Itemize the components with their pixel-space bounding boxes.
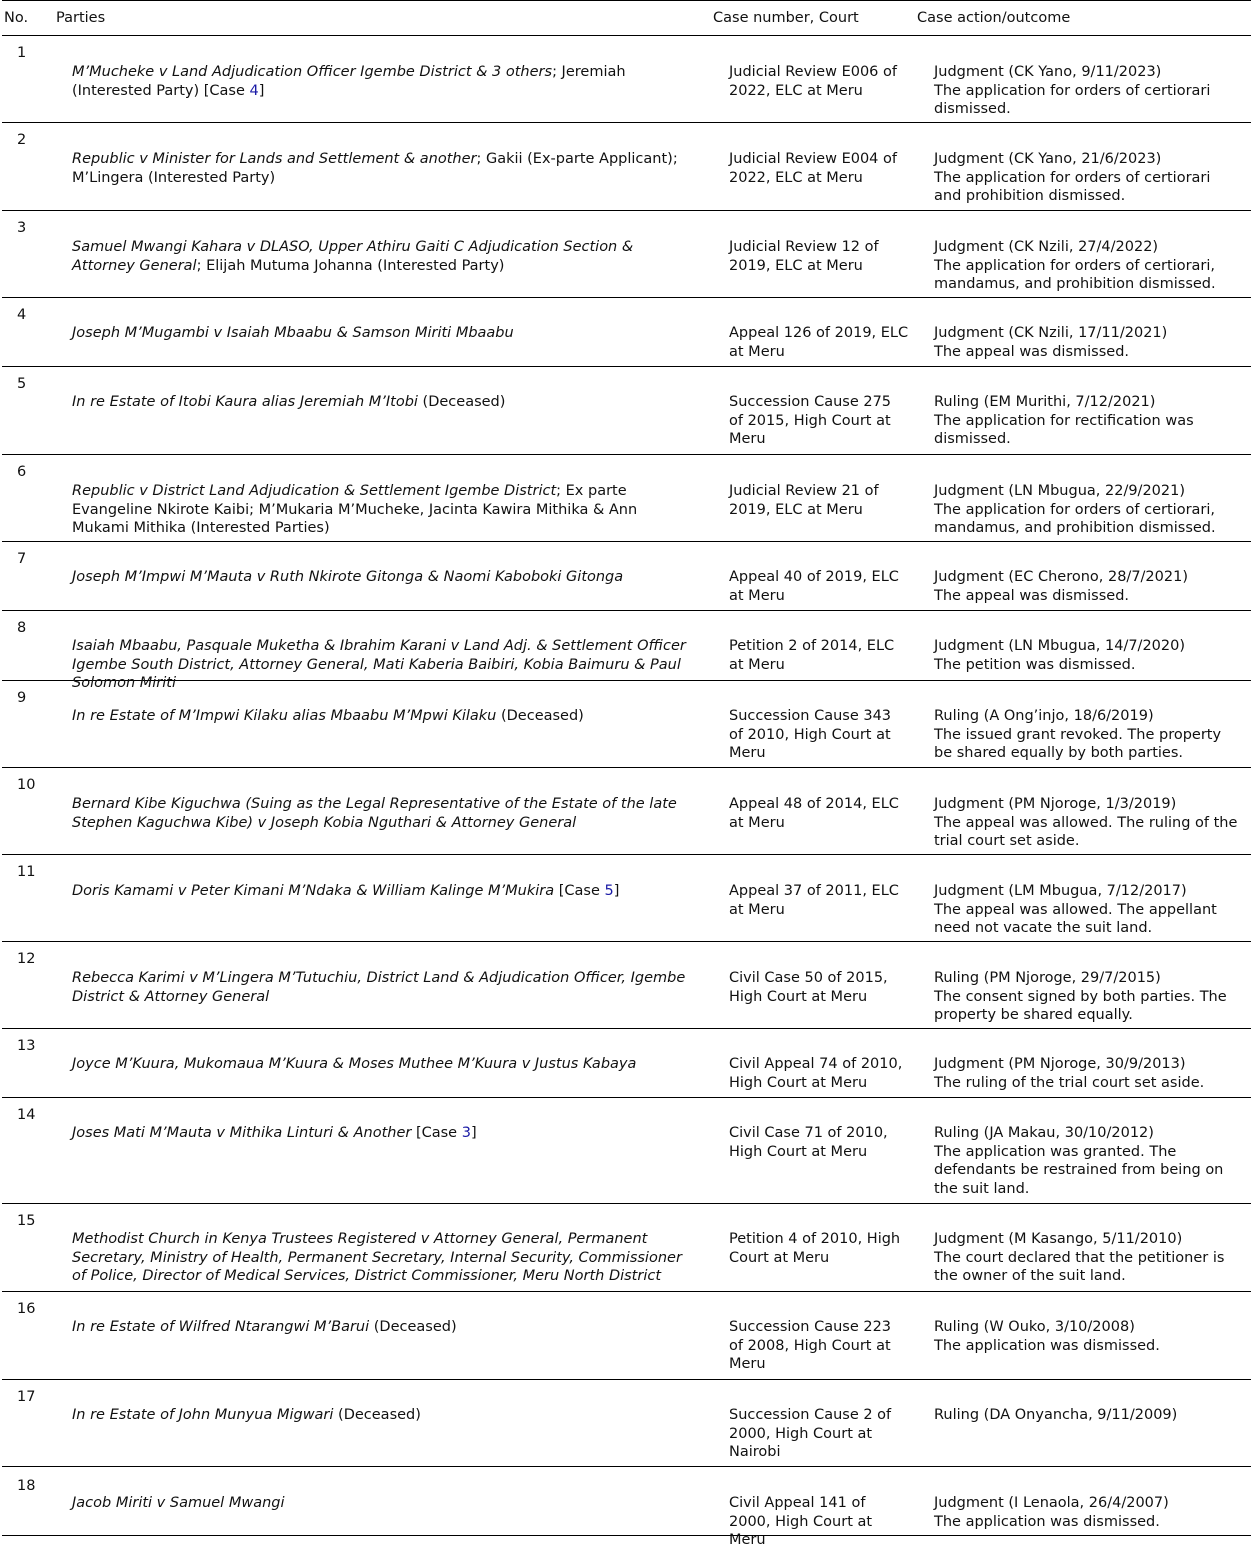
row-parties bbox=[72, 238, 694, 275]
row-result: The application for orders of certiorari, mandamus, and prohibition dismissed. bbox=[934, 257, 1216, 292]
row-result: The application was dismissed. bbox=[934, 1513, 1160, 1530]
header-no: No. bbox=[4, 10, 29, 26]
row-outcome bbox=[934, 1494, 1239, 1531]
row-result: The application for rectification was dismissed. bbox=[934, 412, 1194, 447]
row-result: The consent signed by both parties. The property be shared equally. bbox=[934, 988, 1227, 1023]
row-judgment: Ruling (PM Njoroge, 29/7/2015) bbox=[934, 970, 1161, 986]
row-case: Succession Cause 343 of 2010, High Court at Meru bbox=[729, 708, 892, 761]
table-row bbox=[2, 123, 1251, 211]
row-judgment: Judgment (EC Cherono, 28/7/2021) bbox=[934, 569, 1188, 585]
row-judgment: Judgment (M Kasango, 5/11/2010) bbox=[934, 1231, 1183, 1247]
row-judgment: Judgment (CK Nzili, 17/11/2021) bbox=[934, 325, 1168, 341]
row-outcome bbox=[934, 882, 1239, 938]
row-parties bbox=[72, 1230, 694, 1286]
parties-italic: Joseph M’Mugambi v Isaiah Mbaabu & Samson Miriti Mbaabu bbox=[72, 325, 514, 341]
row-case: Petition 2 of 2014, ELC at Meru bbox=[729, 638, 895, 673]
table-row bbox=[2, 455, 1251, 542]
row-case: Judicial Review 12 of 2019, ELC at Meru bbox=[729, 239, 879, 274]
row-judgment: Ruling (DA Onyancha, 9/11/2009) bbox=[934, 1407, 1178, 1423]
table-row bbox=[2, 768, 1251, 855]
row-number: 9 bbox=[17, 690, 27, 706]
case-reference-link[interactable]: 3 bbox=[461, 1125, 471, 1141]
row-outcome bbox=[934, 1318, 1239, 1355]
table-row bbox=[2, 1380, 1251, 1467]
row-judgment: Judgment (LN Mbugua, 22/9/2021) bbox=[934, 483, 1186, 499]
row-outcome bbox=[934, 238, 1239, 294]
table-row bbox=[2, 367, 1251, 455]
row-result: The application for orders of certiorari dismissed. bbox=[934, 82, 1211, 117]
row-parties bbox=[72, 1055, 694, 1074]
row-number: 8 bbox=[17, 620, 27, 636]
row-case: Civil Appeal 74 of 2010, High Court at Meru bbox=[729, 1056, 903, 1091]
parties-rest: ; Ex parte Evangeline Nkirote Kaibi; M’Mukaria M’Mucheke, Jacinta Kawira Mithika & Ann Mukami Mithika (Interested Parties) bbox=[72, 483, 638, 536]
parties-italic: Joseph M’Impwi M’Mauta v Ruth Nkirote Gitonga & Naomi Kaboboki Gitonga bbox=[72, 569, 624, 585]
row-result: The application was dismissed. bbox=[934, 1337, 1160, 1354]
table-header bbox=[2, 1, 1251, 36]
row-parties bbox=[72, 482, 694, 538]
row-judgment: Ruling (A Ong’injo, 18/6/2019) bbox=[934, 708, 1154, 724]
header-case: Case number, Court bbox=[713, 10, 859, 26]
row-judgment: Judgment (LN Mbugua, 14/7/2020) bbox=[934, 638, 1186, 654]
row-outcome bbox=[934, 1230, 1239, 1286]
table-row bbox=[2, 1098, 1251, 1204]
row-outcome bbox=[934, 969, 1239, 1025]
row-judgment: Ruling (W Ouko, 3/10/2008) bbox=[934, 1319, 1135, 1335]
row-number: 11 bbox=[17, 864, 36, 880]
row-number: 10 bbox=[17, 777, 36, 793]
row-parties bbox=[72, 1124, 694, 1143]
row-number: 6 bbox=[17, 464, 27, 480]
row-number: 1 bbox=[17, 45, 27, 61]
parties-italic: In re Estate of Wilfred Ntarangwi M’Barui bbox=[72, 1319, 370, 1335]
row-parties bbox=[72, 1494, 694, 1513]
row-number: 18 bbox=[17, 1478, 36, 1494]
row-parties bbox=[72, 969, 694, 1006]
row-case: Succession Cause 275 of 2015, High Court at Meru bbox=[729, 394, 892, 447]
row-parties bbox=[72, 882, 694, 901]
case-reference-link[interactable]: 5 bbox=[604, 883, 614, 899]
row-result: The appeal was allowed. The ruling of the trial court set aside. bbox=[934, 814, 1238, 849]
parties-italic: Joses Mati M’Mauta v Mithika Linturi & Another bbox=[72, 1125, 412, 1141]
parties-rest: [Case bbox=[411, 1125, 462, 1141]
row-number: 7 bbox=[17, 551, 27, 567]
parties-italic: Isaiah Mbaabu, Pasquale Muketha & Ibrahim Karani v Land Adj. & Settlement Officer Igembe South District, Attorney General, Mati Kaberia Baibiri, Kobia Baimuru & Paul Solomon Miriti bbox=[72, 638, 686, 691]
row-result: The issued grant revoked. The property be shared equally by both parties. bbox=[934, 726, 1222, 761]
parties-italic: M’Mucheke v Land Adjudication Officer Igembe District & 3 others bbox=[72, 64, 553, 80]
row-case: Judicial Review E006 of 2022, ELC at Meru bbox=[729, 64, 897, 99]
row-outcome bbox=[934, 1124, 1239, 1198]
row-parties bbox=[72, 324, 694, 343]
row-result: The application for orders of certiorari, mandamus, and prohibition dismissed. bbox=[934, 501, 1216, 536]
row-number: 14 bbox=[17, 1107, 36, 1123]
table-row bbox=[2, 1467, 1251, 1548]
header-outcome: Case action/outcome bbox=[917, 10, 1071, 26]
row-outcome bbox=[934, 568, 1239, 605]
row-case: Appeal 126 of 2019, ELC at Meru bbox=[729, 325, 909, 360]
row-case: Judicial Review 21 of 2019, ELC at Meru bbox=[729, 483, 879, 518]
row-number: 15 bbox=[17, 1213, 36, 1229]
parties-italic: In re Estate of M’Impwi Kilaku alias Mbaabu M’Mpwi Kilaku bbox=[72, 708, 497, 724]
row-parties bbox=[72, 1318, 694, 1337]
parties-italic: In re Estate of Itobi Kaura alias Jeremiah M’Itobi bbox=[72, 394, 418, 410]
row-case: Succession Cause 223 of 2008, High Court at Meru bbox=[729, 1319, 892, 1372]
row-outcome bbox=[934, 150, 1239, 206]
row-result: The ruling of the trial court set aside. bbox=[934, 1074, 1205, 1091]
row-case: Appeal 37 of 2011, ELC at Meru bbox=[729, 883, 899, 918]
row-outcome bbox=[934, 707, 1239, 763]
parties-end: ] bbox=[613, 883, 620, 899]
parties-italic: Republic v Minister for Lands and Settlement & another bbox=[72, 151, 477, 167]
row-number: 2 bbox=[17, 132, 27, 148]
parties-rest: (Deceased) bbox=[417, 394, 506, 410]
header-parties: Parties bbox=[56, 10, 106, 26]
row-result: The appeal was dismissed. bbox=[934, 343, 1130, 360]
parties-end: ] bbox=[470, 1125, 477, 1141]
row-judgment: Ruling (JA Makau, 30/10/2012) bbox=[934, 1125, 1154, 1141]
row-number: 12 bbox=[17, 951, 36, 967]
table-row bbox=[2, 542, 1251, 611]
row-judgment: Judgment (PM Njoroge, 30/9/2013) bbox=[934, 1056, 1186, 1072]
row-case: Petition 4 of 2010, High Court at Meru bbox=[729, 1231, 901, 1266]
parties-rest: ; Jeremiah (Interested Party) [Case bbox=[72, 64, 626, 99]
row-case: Succession Cause 2 of 2000, High Court at Nairobi bbox=[729, 1407, 892, 1460]
row-result: The court declared that the petitioner is the owner of the suit land. bbox=[934, 1249, 1225, 1284]
row-judgment: Judgment (I Lenaola, 26/4/2007) bbox=[934, 1495, 1169, 1511]
row-case: Appeal 40 of 2019, ELC at Meru bbox=[729, 569, 899, 604]
parties-rest: [Case bbox=[554, 883, 605, 899]
row-outcome bbox=[934, 393, 1239, 449]
row-outcome bbox=[934, 1055, 1239, 1092]
row-outcome bbox=[934, 324, 1239, 361]
parties-italic: Bernard Kibe Kiguchwa (Suing as the Legal Representative of the Estate of the late Stephen Kaguchwa Kibe) v Joseph Kobia Nguthari & Attorney General bbox=[72, 796, 677, 831]
row-result: The application for orders of certiorari and prohibition dismissed. bbox=[934, 169, 1211, 204]
parties-italic: Jacob Miriti v Samuel Mwangi bbox=[72, 1495, 285, 1511]
row-judgment: Ruling (EM Murithi, 7/12/2021) bbox=[934, 394, 1156, 410]
row-case: Appeal 48 of 2014, ELC at Meru bbox=[729, 796, 899, 831]
row-parties bbox=[72, 1406, 694, 1425]
row-judgment: Judgment (LM Mbugua, 7/12/2017) bbox=[934, 883, 1187, 899]
row-number: 5 bbox=[17, 376, 27, 392]
table-row bbox=[2, 611, 1251, 691]
row-result: The application was granted. The defendants be restrained from being on the suit land. bbox=[934, 1143, 1224, 1197]
table-row bbox=[2, 211, 1251, 298]
row-result: The appeal was allowed. The appellant need not vacate the suit land. bbox=[934, 901, 1217, 936]
row-number: 16 bbox=[17, 1301, 36, 1317]
parties-rest: ; Elijah Mutuma Johanna (Interested Party) bbox=[196, 257, 505, 274]
row-case: Civil Case 71 of 2010, High Court at Meru bbox=[729, 1125, 888, 1160]
table-row bbox=[2, 681, 1251, 768]
row-outcome bbox=[934, 637, 1239, 674]
parties-italic: In re Estate of John Munyua Migwari bbox=[72, 1407, 334, 1423]
row-case: Civil Case 50 of 2015, High Court at Meru bbox=[729, 970, 888, 1005]
row-number: 13 bbox=[17, 1038, 36, 1054]
row-parties bbox=[72, 568, 694, 587]
parties-italic: Methodist Church in Kenya Trustees Registered v Attorney General, Permanent Secretary, Ministry of Health, Permanent Secretary, Internal Security, Commissioner of Police, Director of Medical Services, District Commissioner, Meru North District bbox=[72, 1231, 682, 1284]
row-outcome bbox=[934, 795, 1239, 851]
row-outcome bbox=[934, 63, 1239, 119]
table-row bbox=[2, 298, 1251, 367]
cases-table bbox=[2, 0, 1251, 1548]
parties-rest: (Deceased) bbox=[496, 708, 584, 724]
row-number: 4 bbox=[17, 307, 27, 323]
row-judgment: Judgment (CK Yano, 21/6/2023) bbox=[934, 151, 1162, 167]
table-row bbox=[2, 942, 1251, 1029]
row-judgment: Judgment (PM Njoroge, 1/3/2019) bbox=[934, 796, 1177, 812]
row-result: The appeal was dismissed. bbox=[934, 587, 1130, 604]
row-result: The petition was dismissed. bbox=[934, 656, 1136, 673]
row-outcome bbox=[934, 482, 1239, 538]
parties-rest: (Deceased) bbox=[333, 1407, 421, 1423]
table-row bbox=[2, 1204, 1251, 1292]
row-parties bbox=[72, 393, 694, 412]
row-judgment: Judgment (CK Nzili, 27/4/2022) bbox=[934, 239, 1159, 255]
parties-rest: (Deceased) bbox=[369, 1319, 457, 1335]
table-row bbox=[2, 1029, 1251, 1098]
parties-italic: Samuel Mwangi Kahara v DLASO, Upper Athiru Gaiti C Adjudication Section & Attorney General bbox=[72, 239, 634, 274]
table-row bbox=[2, 36, 1251, 123]
row-parties bbox=[72, 150, 694, 187]
row-number: 17 bbox=[17, 1389, 36, 1405]
parties-italic: Republic v District Land Adjudication & Settlement Igembe District bbox=[72, 483, 557, 499]
row-outcome bbox=[934, 1406, 1239, 1425]
table-row bbox=[2, 1292, 1251, 1380]
parties-italic: Joyce M’Kuura, Mukomaua M’Kuura & Moses Muthee M’Kuura v Justus Kabaya bbox=[72, 1056, 637, 1072]
row-number: 3 bbox=[17, 220, 27, 236]
parties-end: ] bbox=[258, 82, 265, 99]
row-parties bbox=[72, 707, 694, 726]
parties-italic: Doris Kamami v Peter Kimani M’Ndaka & William Kalinge M’Mukira bbox=[72, 883, 555, 899]
row-parties bbox=[72, 63, 694, 100]
case-reference-link[interactable]: 4 bbox=[249, 82, 259, 99]
row-case: Judicial Review E004 of 2022, ELC at Meru bbox=[729, 151, 897, 186]
parties-rest: ; Gakii (Ex-parte Applicant); M’Lingera (Interested Party) bbox=[72, 151, 678, 186]
row-case: Civil Appeal 141 of 2000, High Court at Meru bbox=[729, 1495, 873, 1548]
parties-italic: Rebecca Karimi v M’Lingera M’Tutuchiu, District Land & Adjudication Officer, Igembe District & Attorney General bbox=[72, 970, 686, 1005]
row-judgment: Judgment (CK Yano, 9/11/2023) bbox=[934, 64, 1162, 80]
row-parties bbox=[72, 795, 694, 832]
table-row bbox=[2, 855, 1251, 942]
